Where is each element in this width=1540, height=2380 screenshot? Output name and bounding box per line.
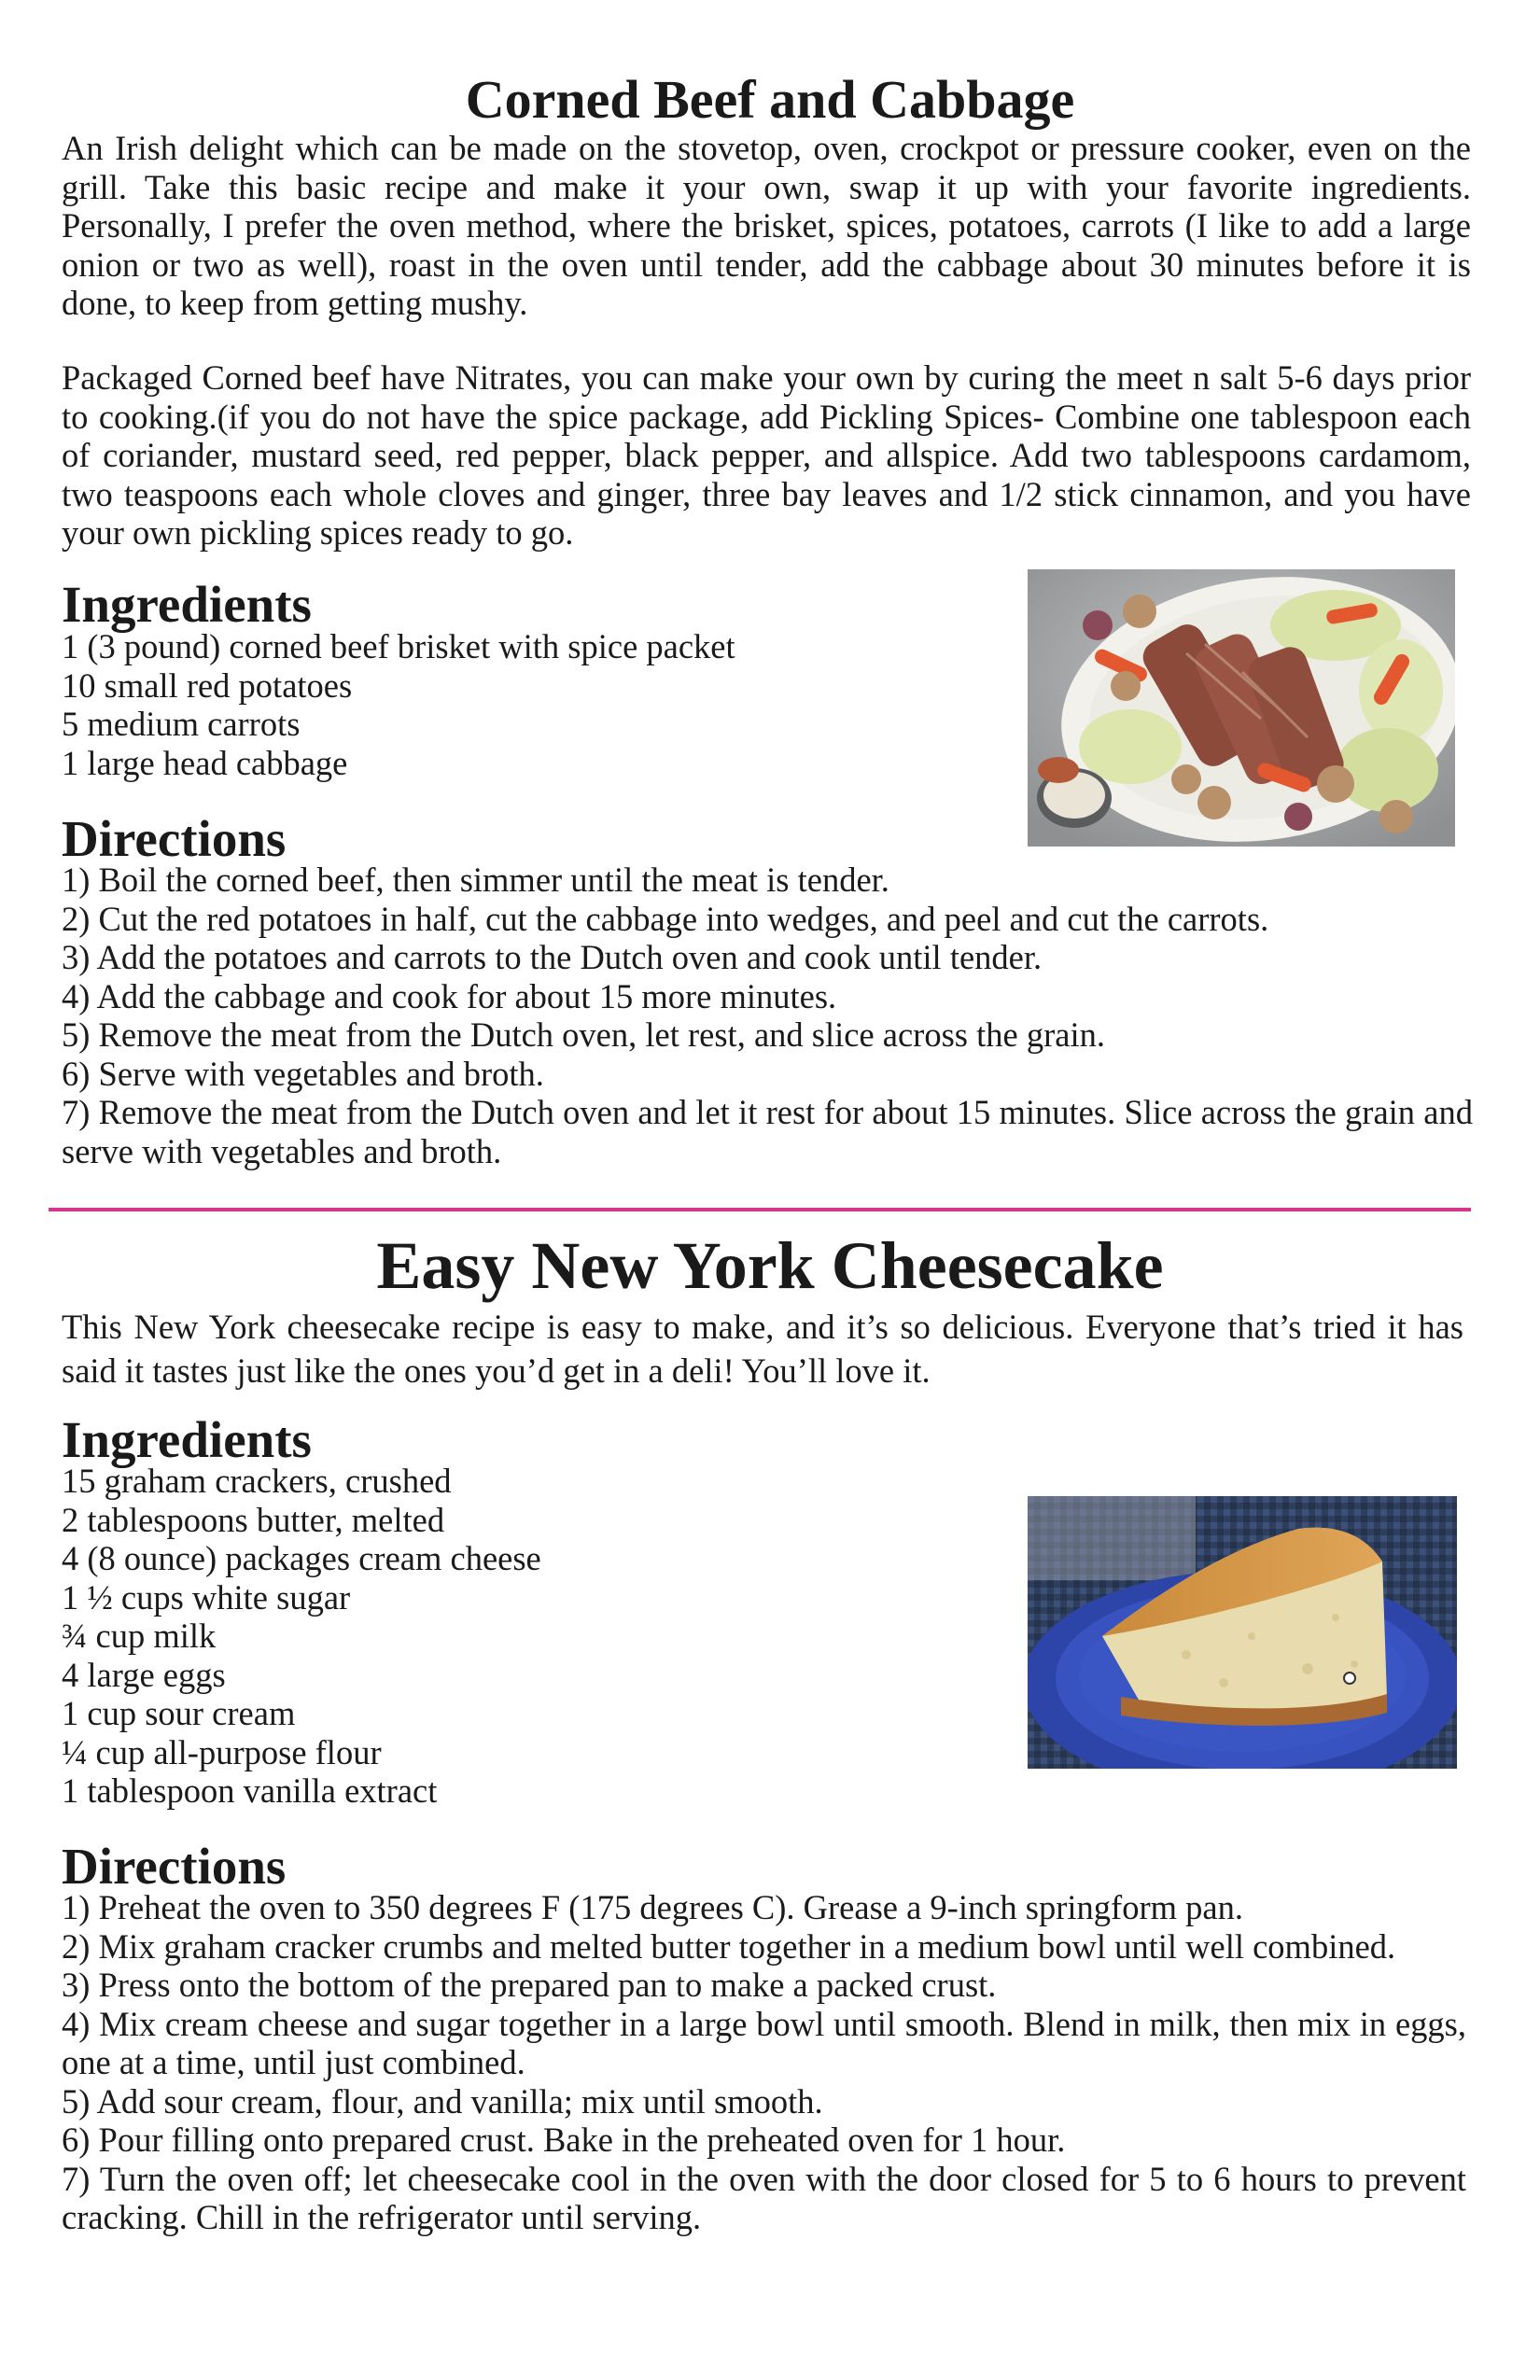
list-item: 2) Mix graham cracker crumbs and melted butter together in a medium bowl until well combined.: [62, 1926, 1396, 1966]
list-item: 1 large head cabbage: [62, 743, 348, 782]
corned-beef-platter-photo: [1028, 569, 1455, 847]
recipe1-directions-list: [62, 861, 1473, 1170]
list-item: 1) Boil the corned beef, then simmer until the meat is tender.: [62, 861, 889, 899]
recipe2-directions-heading: Directions: [62, 1838, 287, 1895]
recipe2-intro: This New York cheesecake recipe is easy to make, and it’s so delicious. Everyone that’s tried it has said it tastes just like the ones you’d get in a deli! You’ll love it.: [62, 1308, 1463, 1390]
list-item: ¼ cup all-purpose flour: [62, 1732, 382, 1771]
list-item: 5 medium carrots: [62, 705, 301, 743]
list-item: 4 large eggs: [62, 1655, 226, 1694]
recipe2-ingredients-list: [62, 1462, 995, 1811]
cheesecake-slice-photo: [1028, 1496, 1457, 1769]
list-item: 6) Pour filling onto prepared crust. Bake in the preheated oven for 1 hour.: [62, 2121, 1066, 2159]
list-item: 5) Add sour cream, flour, and vanilla; mix until smooth.: [62, 2081, 823, 2121]
list-item: 1 tablespoon vanilla extract: [62, 1771, 438, 1810]
recipe1-note: Packaged Corned beef have Nitrates, you can make your own by curing the meet n salt 5-6 days prior to cooking.(if you do not have the spice package, add Pickling Spices- Combine one tablespoon each of coriander, mustard seed, red pepper, black pepper, and allspice. Add two tablespoons cardamom, two teaspoons each whole cloves and ginger, three bay leaves and 1/2 stick cinnamon, and you have your own pickling spices ready to go.: [62, 358, 1471, 552]
list-item: 3) Add the potatoes and carrots to the Dutch oven and cook until tender.: [62, 938, 1043, 976]
list-item: 2 tablespoons butter, melted: [62, 1500, 445, 1539]
recipe2-directions-list: [62, 1888, 1466, 2237]
recipe2-ingredients-heading: Ingredients: [62, 1411, 312, 1468]
list-item: 4 (8 ounce) packages cream cheese: [62, 1539, 541, 1577]
recipe1-ingredients-list: [62, 627, 995, 782]
list-item: 2) Cut the red potatoes in half, cut the cabbage into wedges, and peel and cut the carrots.: [62, 899, 1269, 938]
recipe1-title: Corned Beef and Cabbage: [465, 69, 1075, 130]
list-item: 15 graham crackers, crushed: [62, 1462, 452, 1500]
list-item: 1) Preheat the oven to 350 degrees F (175 degrees C). Grease a 9-inch springform pan.: [62, 1888, 1243, 1926]
list-item: 4) Add the cabbage and cook for about 15 more minutes.: [62, 976, 837, 1015]
list-item: 7) Turn the oven off; let cheesecake cool in the oven with the door closed for 5 to 6 hours to prevent cracking. Chill in the refrigerator until serving.: [62, 2159, 1466, 2236]
recipe2-title: Easy New York Cheesecake: [376, 1228, 1164, 1303]
recipe1-intro: An Irish delight which can be made on the stovetop, oven, crockpot or pressure cooker, even on the grill. Take this basic recipe and make it your own, swap it up with your favorite ingredients. Personally, I prefer the oven method, where the brisket, spices, potatoes, carrots (I like to add a large onion or two as well), roast in the oven until tender, add the cabbage about 30 minutes before it is done, to keep from getting mushy.: [62, 129, 1471, 322]
list-item: 6) Serve with vegetables and broth.: [62, 1054, 544, 1093]
list-item: ¾ cup milk: [62, 1617, 217, 1655]
section-divider: [49, 1208, 1471, 1211]
list-item: 1 (3 pound) corned beef brisket with spice packet: [62, 627, 735, 665]
list-item: 5) Remove the meat from the Dutch oven, let rest, and slice across the grain.: [62, 1015, 1105, 1054]
recipe1-ingredients-heading: Ingredients: [62, 576, 312, 633]
list-item: 3) Press onto the bottom of the prepared pan to make a packed crust.: [62, 1966, 997, 2004]
list-item: 4) Mix cream cheese and sugar together in a large bowl until smooth. Blend in milk, then mix in eggs, one at a time, until just combined.: [62, 2004, 1466, 2081]
recipe1-directions-heading: Directions: [62, 810, 287, 867]
list-item: 1 ½ cups white sugar: [62, 1577, 351, 1617]
list-item: 7) Remove the meat from the Dutch oven and let it rest for about 15 minutes. Slice across the grain and serve with vegetables and broth.: [62, 1093, 1473, 1170]
list-item: 1 cup sour cream: [62, 1694, 296, 1732]
list-item: 10 small red potatoes: [62, 665, 353, 705]
